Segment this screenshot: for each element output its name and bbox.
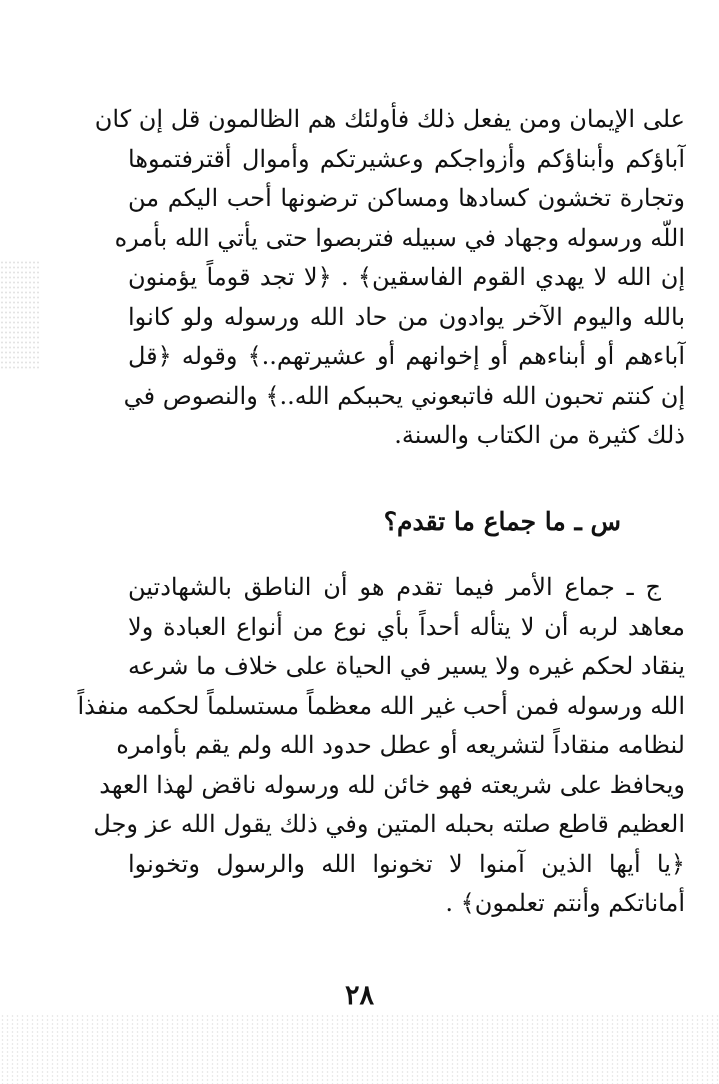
text-line: ذلك كثيرة من الكتاب والسنة. (394, 421, 685, 449)
page-number: ٢٨ (344, 980, 374, 1011)
text-line: إن الله لا يهدي القوم الفاسقين﴾ . ﴿لا تجد قوماً يؤمنون (128, 263, 685, 291)
scan-speckle-bottom (0, 1014, 719, 1084)
text-line: معاهد لربه أن لا يتأله أحداً بأي نوع من أنواع العبادة ولا (128, 612, 685, 641)
text-line: ج ـ جماع الأمر فيما تقدم هو أن الناطق بالشهادتين (128, 573, 661, 601)
text-line: الله ورسوله فمن أحب غير الله معظماً مستسلماً لحكمه منفذاً (77, 691, 685, 720)
text-line: ينقاد لحكم غيره ولا يسير في الحياة على خلاف ما شرعه (128, 652, 685, 680)
paragraph-1 (94, 100, 685, 456)
text-line: بالله واليوم الآخر يوادون من حاد الله ورسوله ولو كانوا (128, 302, 685, 331)
text-line: وتجارة تخشون كسادها ومساكن ترضونها أحب اليكم من (128, 184, 685, 212)
text-line: آباؤكم وأبناؤكم وأزواجكم وعشيرتكم وأموال أقترفتموها (128, 144, 685, 173)
text-line: لنظامه منقاداً لتشريعه أو عطل حدود الله ولم يقم بأوامره (116, 731, 685, 759)
text-line: آباءهم أو أبناءهم أو إخوانهم أو عشيرتهم..﴾ وقوله ﴿قل (128, 342, 685, 370)
text-line: على الإيمان ومن يفعل ذلك فأولئك هم الظالمون قل إن كان (94, 105, 685, 133)
text-line: العظيم قاطع صلته بحبله المتين وفي ذلك يقول الله عز وجل (93, 810, 685, 838)
text-line: ويحافظ على شريعته فهو خائن لله ورسوله ناقض لهذا العهد (99, 770, 685, 799)
scan-speckle-left (0, 260, 40, 370)
text-line: ﴿يا أيها الذين آمنوا لا تخونوا الله والرسول وتخونوا (128, 849, 685, 878)
text-line: إن كنتم تحبون الله فاتبعوني يحببكم الله..﴾ والنصوص في (123, 381, 685, 410)
text-line: أماناتكم وأنتم تعلمون﴾ . (445, 889, 685, 917)
question-heading: س ـ ما جماع ما تقدم؟ (383, 507, 621, 536)
paragraph-2 (77, 568, 685, 924)
text-line: اللّه ورسوله وجهاد في سبيله فتربصوا حتى يأتي الله بأمره (114, 223, 685, 252)
